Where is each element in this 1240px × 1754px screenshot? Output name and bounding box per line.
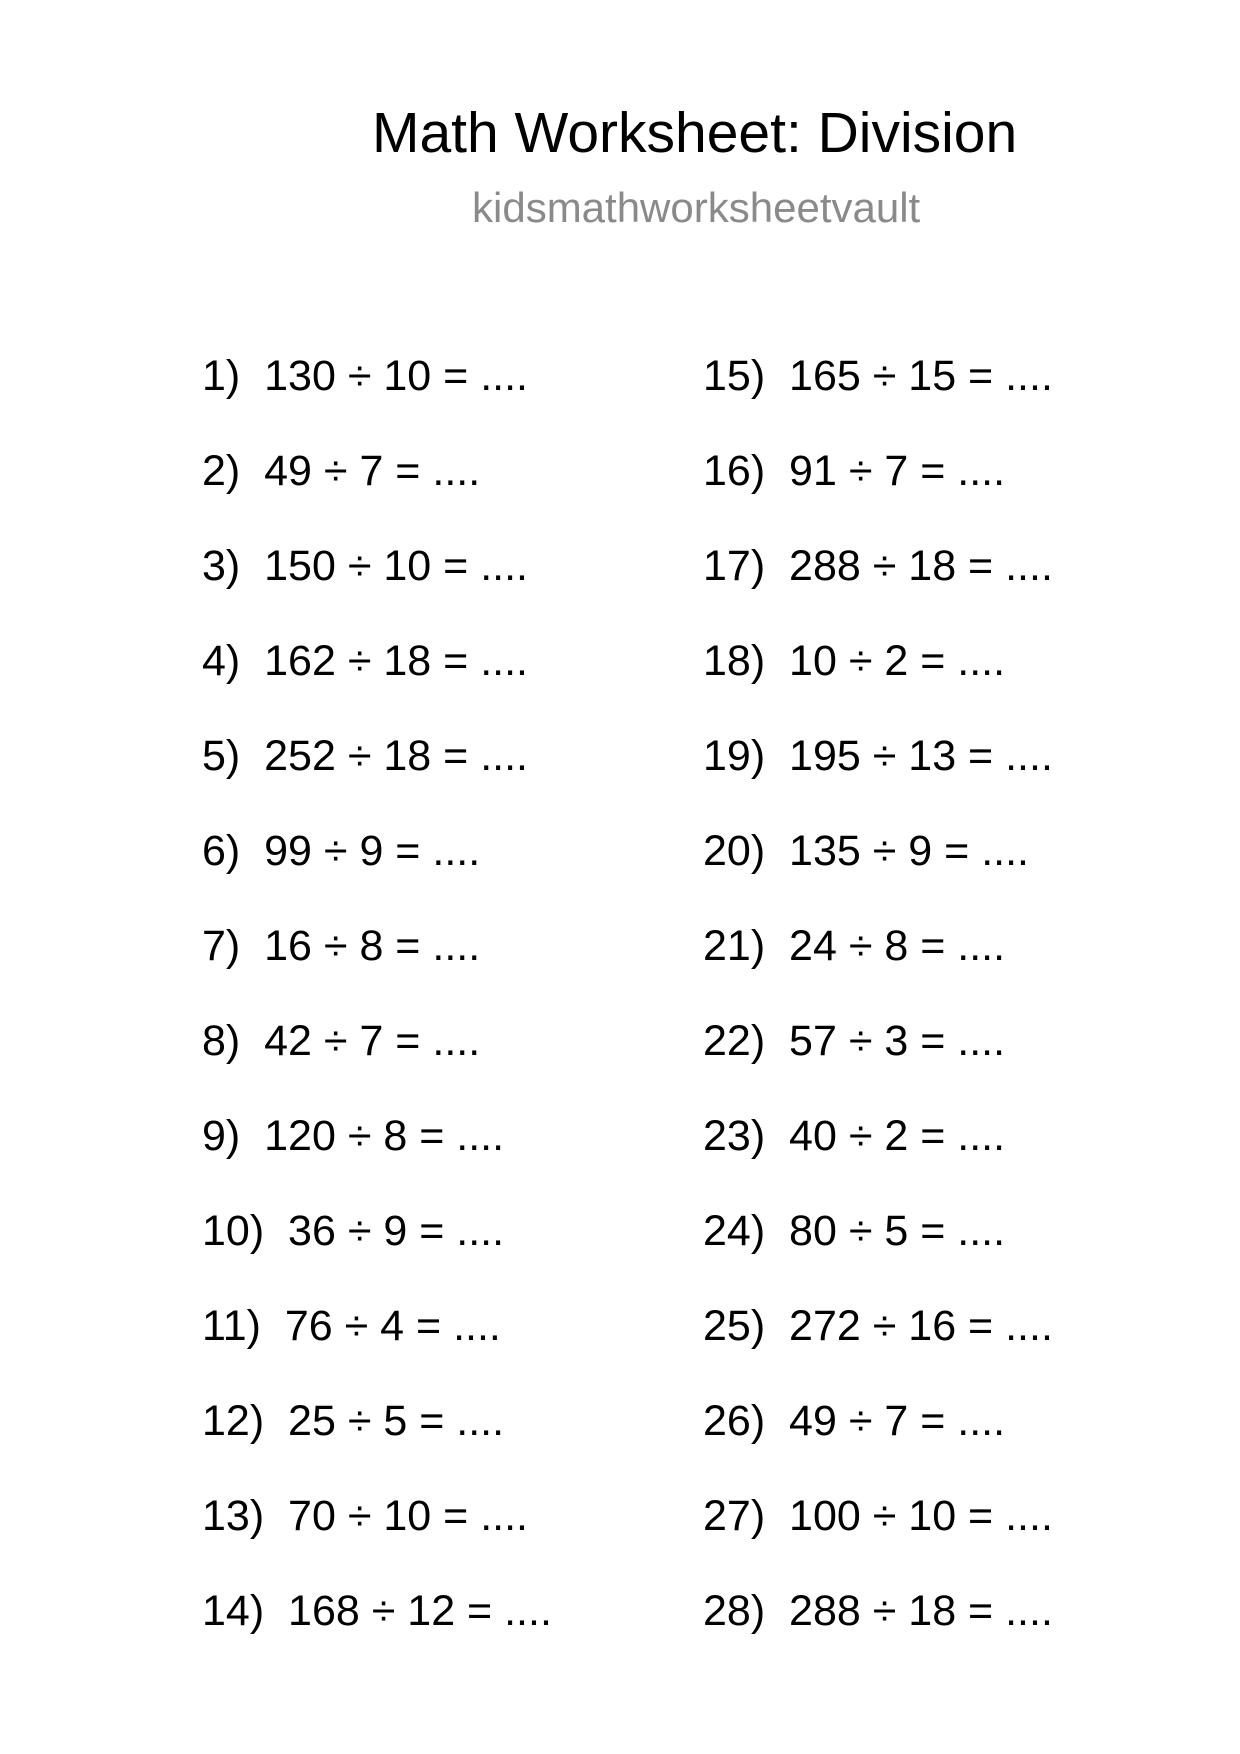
problem-item: 19) 195 ÷ 13 = .... (703, 732, 1053, 780)
problem-item: 25) 272 ÷ 16 = .... (703, 1302, 1053, 1350)
problem-item: 20) 135 ÷ 9 = .... (703, 827, 1029, 875)
problem-item: 1) 130 ÷ 10 = .... (202, 352, 528, 400)
problem-item: 10) 36 ÷ 9 = .... (202, 1207, 505, 1255)
problem-column-left (202, 342, 552, 1672)
problem-item: 21) 24 ÷ 8 = .... (703, 922, 1006, 970)
problem-item: 24) 80 ÷ 5 = .... (703, 1207, 1006, 1255)
problem-item: 11) 76 ÷ 4 = .... (202, 1302, 501, 1350)
problem-item: 15) 165 ÷ 15 = .... (703, 352, 1053, 400)
problem-item: 8) 42 ÷ 7 = .... (202, 1017, 481, 1065)
problem-item: 23) 40 ÷ 2 = .... (703, 1112, 1006, 1160)
problem-item: 13) 70 ÷ 10 = .... (202, 1492, 528, 1540)
problem-item: 18) 10 ÷ 2 = .... (703, 637, 1006, 685)
problem-item: 3) 150 ÷ 10 = .... (202, 542, 528, 590)
problem-item: 12) 25 ÷ 5 = .... (202, 1397, 505, 1445)
problem-item: 9) 120 ÷ 8 = .... (202, 1112, 505, 1160)
page-title: Math Worksheet: Division (372, 101, 1018, 165)
problem-column-right (703, 342, 1053, 1672)
problem-item: 14) 168 ÷ 12 = .... (202, 1587, 552, 1635)
problem-item: 26) 49 ÷ 7 = .... (703, 1397, 1006, 1445)
problem-item: 27) 100 ÷ 10 = .... (703, 1492, 1053, 1540)
problem-item: 2) 49 ÷ 7 = .... (202, 447, 481, 495)
page-subtitle: kidsmathworksheetvault (472, 184, 921, 231)
problem-item: 4) 162 ÷ 18 = .... (202, 637, 528, 685)
problem-item: 6) 99 ÷ 9 = .... (202, 827, 481, 875)
problem-item: 16) 91 ÷ 7 = .... (703, 447, 1006, 495)
problem-item: 22) 57 ÷ 3 = .... (703, 1017, 1006, 1065)
problem-item: 7) 16 ÷ 8 = .... (202, 922, 481, 970)
problem-item: 28) 288 ÷ 18 = .... (703, 1587, 1053, 1635)
problem-item: 17) 288 ÷ 18 = .... (703, 542, 1053, 590)
problem-item: 5) 252 ÷ 18 = .... (202, 732, 528, 780)
